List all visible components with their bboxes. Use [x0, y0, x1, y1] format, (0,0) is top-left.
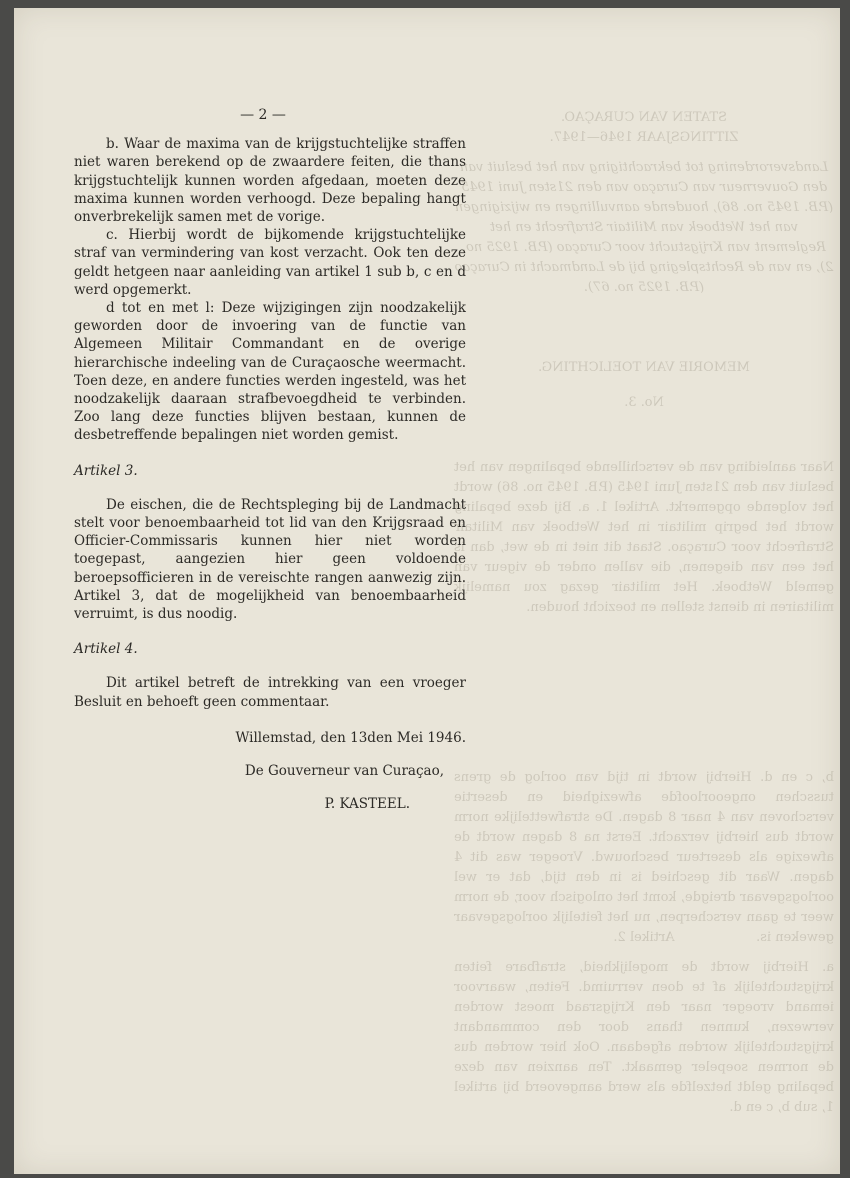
memorandum-text: [74, 106, 466, 814]
page-number: — 2 —: [240, 107, 286, 123]
show-through-background: STATEN VAN CURAÇAO. ZITTINGSJAAR 1946—1947. Landsverordening tot bekrachtiging van het besluit van den Gouverneur van Curaçao van den 21sten Juni 1945 (P.B. 1945 no. 86), houdende aanvullingen en wijzigingen van het Wetboek van Militair Strafrecht en het Reglement van Krijgstucht voor Curaçao (P.B. 1925 no. 2), en van de Rechtspleging bij de Landmacht in Curaçao (P.B. 1925 no. 67). MEMORIE VAN TOELICHTING. No. 3. Naar aanleiding van de verschillende bepalingen van het besluit van den 21sten Juni 1945 (P.B. 1945 no. 86) wordt het volgende opgemerkt. Artikel 1. a. Bij deze bepaling wordt het begrip militair in het Wetboek van Militair Strafrecht voor Curaçao. Staat dit niet in de wet, dan is het een van diegenen, die vallen onder de vigeur van gemeld Wetboek. Het militair gezag zou namelijk militairen in dienst stellen en toezicht houden. b, c en d. Hierbij wordt in tijd van oorlog de grens tusschen ongeoorloofde afwezigheid en desertie verschoven van 4 naar 8 dagen. De strafwettelijke norm wordt dus hierbij verzacht. Eerst na 8 dagen wordt de afwezige als deserteur beschouwd. Vroeger was dit 4 dagen. Waar dit geschied is in den tijd, dat er wel oorlogsgevaar dreigde, komt het onlogisch voor, de norm weer te gaan verscherpen, nu het feitelijk oorlogsgevaar geweken is. Artikel 2. a. Hierbij wordt de mogelijkheid, strafbare feiten krijgstuchtelijk af te doen verruimd. Feiten, waarvoor iemand vroeger naar den Krijgsraad moest worden verwezen, kunnen thans door den commandant krijgstuchtelijk worden afgedaan. Ook hier worden dus de normen soepeler gemaakt. Ten aanzien van deze bepaling geldt hetzelfde als werd aangevoerd bij artikel 1, sub b, c en d.: [454, 110, 834, 1115]
paragraph-d-l: d tot en met l: Deze wijzigingen zijn noodzakelijk geworden door de invoering van de functie van Algemeen Militair Commandant en de overige hierarchische indeeling van de Curaçaosche weermacht. Toen deze, en andere functies werden ingesteld, was het noodzakelijk daaraan strafbevoegdheid te verbinden. Zoo lang deze functies blijven bestaan, kunnen de desbetreffende bepalingen niet worden gemist.: [74, 300, 466, 444]
article-3-text: De eischen, die de Rechtspleging bij de Landmacht stelt voor benoembaarheid tot lid van den Krijgsraad en Officier-Commissaris kunnen hier niet worden toegepast, aangezien hier geen voldoende beroepsofficieren in de vereischte rangen aanwezig zijn. Artikel 3, dat de mogelijkheid van benoembaarheid verruimt, is dus noodig.: [74, 496, 466, 623]
paragraph-c: c. Hierbij wordt de bijkomende krijgstuchtelijke straf van vermindering van kost verzacht. Ook ten deze geldt hetgeen naar aanleiding van artikel 1 sub b, c en d werd opgemerkt.: [74, 227, 466, 298]
paragraph-b: b. Waar de maxima van de krijgstuchtelijke straffen niet waren berekend op de zwaardere feiten, die thans krijgstuchtelijk kunnen worden afgedaan, moeten deze maxima kunnen worden verhoogd. Deze bepaling hangt onverbrekelijk samen met de vorige.: [74, 136, 466, 226]
signatory-title: De Gouverneur van Curaçao,: [244, 763, 444, 780]
article-4-heading: Artikel 4.: [74, 641, 138, 658]
place-date: Willemstad, den 13den Mei 1946.: [235, 729, 466, 746]
article-3-heading: Artikel 3.: [74, 462, 138, 479]
signature-name: P. KASTEEL.: [324, 796, 410, 813]
document-page: [14, 8, 840, 1174]
article-4-text: Dit artikel betreft de intrekking van een vroeger Besluit en behoeft geen commentaar.: [74, 675, 466, 710]
